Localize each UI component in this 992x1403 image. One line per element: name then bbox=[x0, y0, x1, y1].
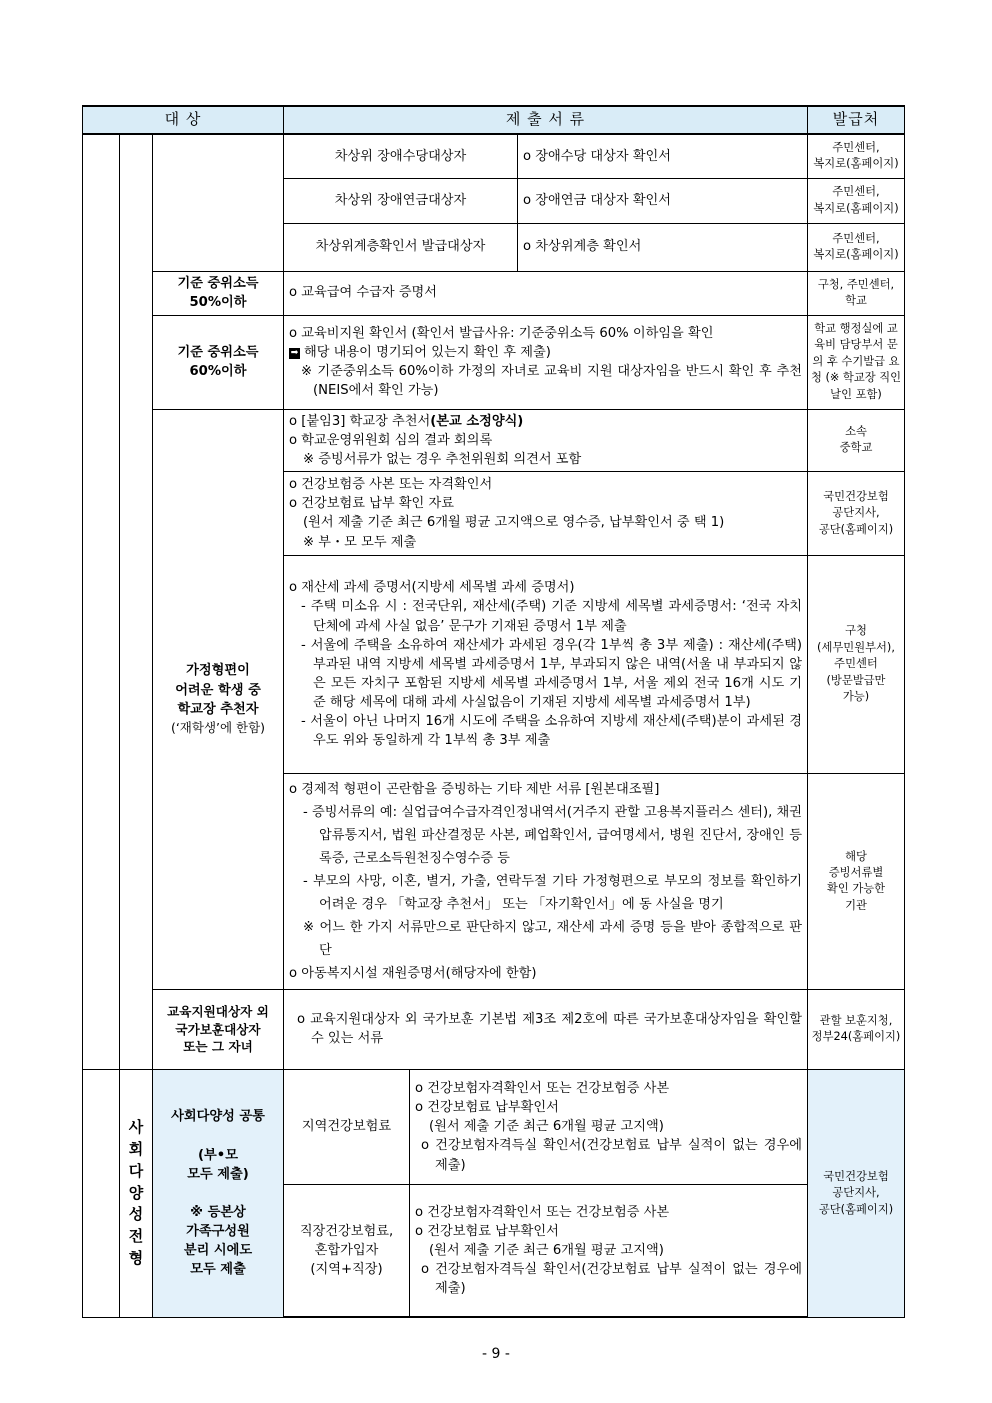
subcategory-cell-blank bbox=[120, 134, 153, 1069]
target-veterans: 교육지원대상자 외 국가보훈대상자 또는 그 자녀 bbox=[153, 989, 284, 1069]
table-row bbox=[83, 134, 905, 178]
header-target: 대 상 bbox=[83, 106, 284, 134]
category-cell-blank bbox=[83, 1069, 120, 1317]
issuer-veterans: 관할 보훈지청, 정부24(홈페이지) bbox=[808, 989, 905, 1069]
issuer-income-60: 학교 행정실에 교육비 담당부서 문의 후 수기발급 요청 (※ 학교장 직인 날인 포함) bbox=[808, 315, 905, 409]
page-number: - 9 - bbox=[482, 1346, 510, 1362]
header-documents: 제 출 서 류 bbox=[284, 106, 808, 134]
issuer-insurance: 국민건강보험 공단지사, 공단(홈페이지) bbox=[808, 471, 905, 555]
doc-income-60: o 교육비지원 확인서 (확인서 발급사유: 기준중위소득 60% 이하임을 확인 ➡ 해당 내용이 명기되어 있는지 확인 후 제출) ※ 기준중위소득 60%이하 가정의 자녀로 교육비 지원 대상자임을 반드시 확인 후 추천(NEIS에서 확인 가능) bbox=[284, 315, 808, 409]
doc-other-evidence: o 경제적 형편이 곤란함을 증빙하는 기타 제반 서류 [원본대조필] - 증빙서류의 예: 실업급여수급자격인정내역서(거주지 관할 고용복지플러스 센터), 채권압류통지서, 법원 파산결정문 사본, 폐업확인서, 급여명세서, 병원 진단서, 장애인 등록증, 근로소득원천징수영수증 등 - 부모의 사망, 이혼, 별거, 가출, 연락두절 기타 가정형편으로 부모의 정보를 확인하기 어려운 경우 「학교장 추천서」 또는 「자기확인서」에 동 사실을 명기 ※ 어느 한 가지 서류만으로 판단하지 않고, 재산세 과세 증명 등을 받아 종합적으로 판단 o 아동복지시설 재원증명서(해당자에 한함) bbox=[284, 773, 808, 989]
doc-property-tax: o 재산세 과세 증명서(지방세 세목별 과세 증명서) - 주택 미소유 시 : 전국단위, 재산세(주택) 기준 지방세 세목별 과세증명서: ‘전국 자치단체에 과세 사실 없음’ 문구가 기재된 증명서 1부 제출 - 서울에 주택을 소유하여 재산세가 과세된 경우(각 1부씩 총 3부 제출) : 재산세(주택) 부과된 내역 지방세 세목별 과세증명서 1부, 부과되지 않은 내역(서울 내 부과되지 않은 모든 자치구 포함된 지방세 세목별 과세증명서 1부, 서울 제외 전국 16개 시도 기준 해당 세목에 대해 과세 사실없음이 기재된 지방세 세목별 과세증명서 1부) - 서울이 아닌 나머지 16개 시도에 주택을 소유하여 지방세 재산세(주택)분이 과세된 경우도 위와 동일하게 각 1부씩 총 3부 제출 bbox=[284, 555, 808, 773]
category-cell-blank bbox=[83, 134, 120, 1069]
doc-insurance: o 건강보험증 사본 또는 자격확인서 o 건강보험료 납부 확인 자료 (원서 제출 기준 최근 6개월 평균 고지액으로 영수증, 납부확인서 중 택 1) ※ 부・모 모두 제출 bbox=[284, 471, 808, 555]
issuer-income-50: 구청, 주민센터, 학교 bbox=[808, 271, 905, 315]
header-issuer: 발급처 bbox=[808, 106, 905, 134]
target-social-diversity: 사회다양성 공통 (부•모 모두 제출) ※ 등본상 가족구성원 분리 시에도 모두 제출 bbox=[153, 1069, 284, 1317]
target-income-60: 기준 중위소득 60%이하 bbox=[153, 315, 284, 409]
issuer-disability-pension: 주민센터, 복지로(홈페이지) bbox=[808, 178, 905, 223]
target-hardship: 가정형편이 어려운 학생 중 학교장 추천자 (‘재학생’에 한함) bbox=[153, 409, 284, 989]
issuer-recommendation: 소속 중학교 bbox=[808, 409, 905, 471]
label-regional-insurance: 지역건강보험료 bbox=[284, 1069, 410, 1184]
target-cell-blank bbox=[153, 134, 284, 271]
table-row bbox=[83, 989, 905, 1069]
issuer-other-evidence: 해당 증빙서류별 확인 가능한 기관 bbox=[808, 773, 905, 989]
category-social-diversity: 사 회 다 양 성 전 형 bbox=[120, 1069, 153, 1317]
target-income-50: 기준 중위소득 50%이하 bbox=[153, 271, 284, 315]
table-header-row bbox=[83, 106, 905, 134]
submission-documents-table bbox=[82, 105, 905, 1318]
table-row bbox=[83, 315, 905, 409]
table-row bbox=[83, 409, 905, 471]
table-row bbox=[83, 1069, 905, 1184]
doc-near-poverty: o 차상위계층 확인서 bbox=[518, 223, 808, 271]
doc-income-50: o 교육급여 수급자 증명서 bbox=[284, 271, 808, 315]
target-disability-pension: 차상위 장애연금대상자 bbox=[284, 178, 518, 223]
doc-veterans: o 교육지원대상자 외 국가보훈 기본법 제3조 제2호에 따른 국가보훈대상자임을 확인할 수 있는 서류 bbox=[284, 989, 808, 1069]
target-disability-allowance: 차상위 장애수당대상자 bbox=[284, 134, 518, 178]
issuer-social-diversity: 국민건강보험 공단지사, 공단(홈페이지) bbox=[808, 1069, 905, 1317]
issuer-near-poverty: 주민센터, 복지로(홈페이지) bbox=[808, 223, 905, 271]
doc-disability-allowance: o 장애수당 대상자 확인서 bbox=[518, 134, 808, 178]
doc-recommendation: o [붙임3] 학교장 추천서(본교 소정양식) o 학교운영위원회 심의 결과 회의록 ※ 증빙서류가 없는 경우 추천위원회 의견서 포함 bbox=[284, 409, 808, 471]
doc-regional-insurance: o 건강보험자격확인서 또는 건강보험증 사본 o 건강보험료 납부확인서 (원서 제출 기준 최근 6개월 평균 고지액) o 건강보험자격득실 확인서(건강보험료 납부 실적이 없는 경우에 제출) bbox=[410, 1069, 808, 1184]
table-row bbox=[83, 271, 905, 315]
label-workplace-insurance: 직장건강보험료, 혼합가입자 (지역+직장) bbox=[284, 1184, 410, 1317]
doc-disability-pension: o 장애연금 대상자 확인서 bbox=[518, 178, 808, 223]
doc-workplace-insurance: o 건강보험자격확인서 또는 건강보험증 사본 o 건강보험료 납부확인서 (원서 제출 기준 최근 6개월 평균 고지액) o 건강보험자격득실 확인서(건강보험료 납부 실적이 없는 경우에 제출) bbox=[410, 1184, 808, 1317]
issuer-property-tax: 구청 (세무민원부서), 주민센터 (방문발급만 가능) bbox=[808, 555, 905, 773]
arrow-icon: ➡ bbox=[290, 347, 299, 358]
target-near-poverty: 차상위계층확인서 발급대상자 bbox=[284, 223, 518, 271]
issuer-disability-allowance: 주민센터, 복지로(홈페이지) bbox=[808, 134, 905, 178]
